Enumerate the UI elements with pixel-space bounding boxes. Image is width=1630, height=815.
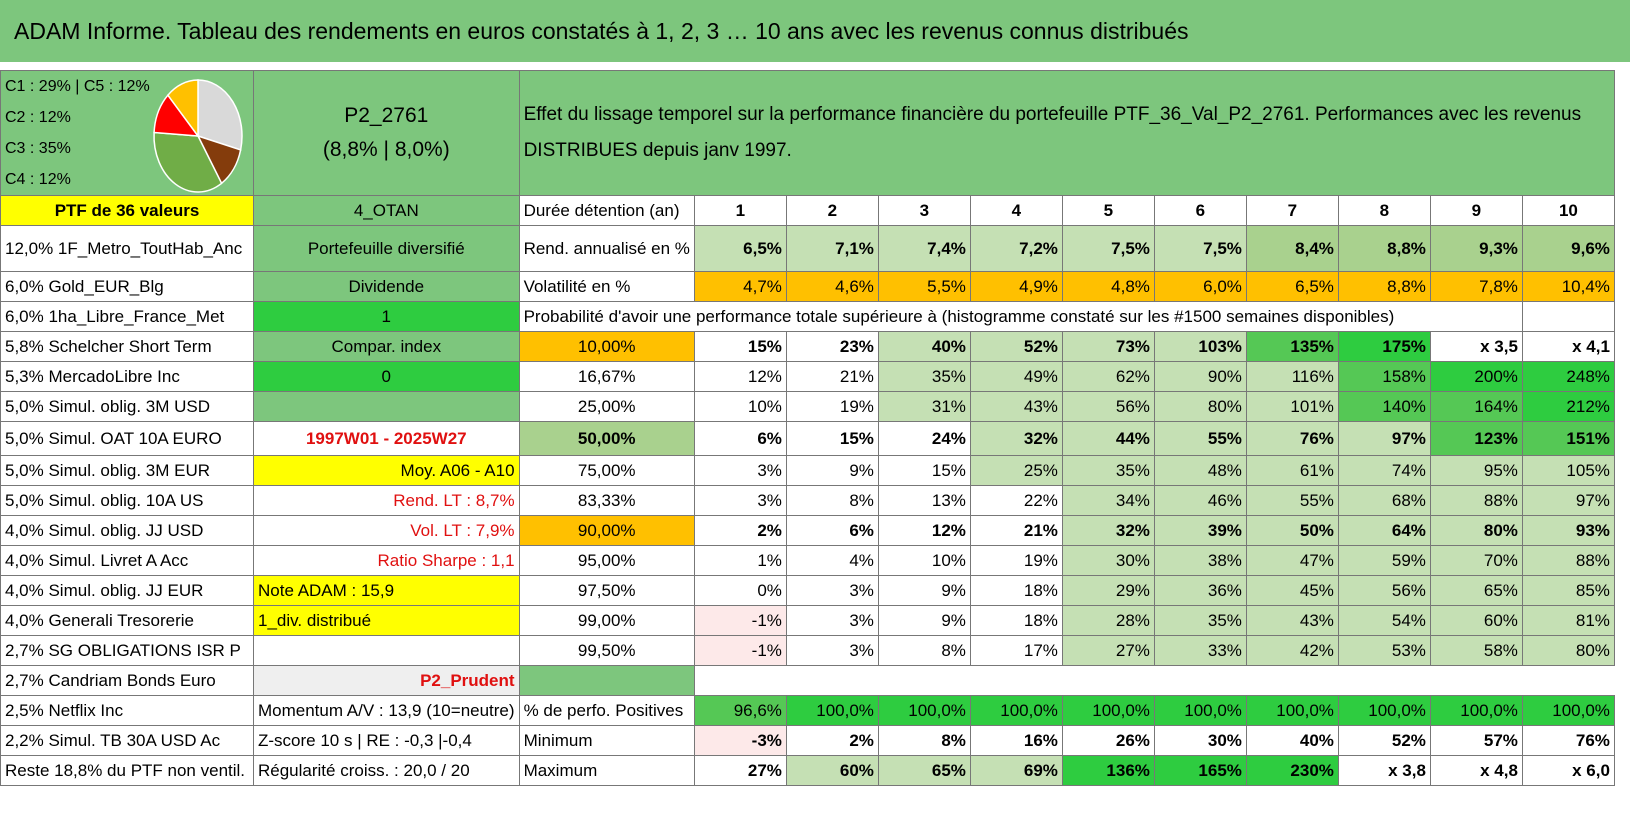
proba-value: 52% [970,332,1062,362]
rend-label: Rend. annualisé en % [519,226,694,272]
table-row [1,696,1615,726]
vol-value: 8,8% [1338,272,1430,302]
proba-value: 10% [878,546,970,576]
table-row [1,302,1615,332]
proba-value: 56% [1338,576,1430,606]
proba-value: 135% [1246,332,1338,362]
max-value: x 4,8 [1430,756,1522,786]
max-value: 27% [694,756,786,786]
table-row [1,516,1615,546]
year-header: 5 [1062,196,1154,226]
max-label: Maximum [519,756,694,786]
proba-value: 105% [1522,456,1614,486]
proba-value: 3% [694,486,786,516]
proba-value: 18% [970,606,1062,636]
proba-value: 248% [1522,362,1614,392]
proba-value: 9% [878,576,970,606]
proba-level: 90,00% [519,516,694,546]
proba-value: 76% [1246,422,1338,456]
min-value: 26% [1062,726,1154,756]
proba-value: 28% [1062,606,1154,636]
proba-value: 55% [1246,486,1338,516]
moy-label: Moy. A06 - A10 [254,456,520,486]
proba-value: x 3,5 [1430,332,1522,362]
min-value: 8% [878,726,970,756]
holding-0: 12,0% 1F_Metro_ToutHab_Anc [1,226,254,272]
proba-value: 158% [1338,362,1430,392]
proba-value: 93% [1522,516,1614,546]
proba-value: 34% [1062,486,1154,516]
pos-value: 100,0% [1522,696,1614,726]
proba-value: 54% [1338,606,1430,636]
proba-level: 99,50% [519,636,694,666]
div-label: 1_div. distribué [254,606,520,636]
min-value: 76% [1522,726,1614,756]
proba-level: 95,00% [519,546,694,576]
year-header: 9 [1430,196,1522,226]
proba-value: 9% [878,606,970,636]
proba-value: 85% [1522,576,1614,606]
proba-value: 35% [1062,456,1154,486]
proba-value: 164% [1430,392,1522,422]
year-header: 10 [1522,196,1614,226]
proba-value: 24% [878,422,970,456]
empty-cell [254,636,520,666]
vol-value: 4,6% [786,272,878,302]
proba-value: 59% [1338,546,1430,576]
rend-value: 9,3% [1430,226,1522,272]
rend-value: 7,2% [970,226,1062,272]
proba-value: 32% [970,422,1062,456]
pos-value: 100,0% [970,696,1062,726]
proba-value: 10% [694,392,786,422]
rend-value: 8,8% [1338,226,1430,272]
holding-5: 5,0% Simul. oblig. 3M USD [1,392,254,422]
empty-cell [519,666,694,696]
proba-value: 4% [786,546,878,576]
proba-value: 22% [970,486,1062,516]
pie-legend-item: C3 : 35% [5,140,71,157]
holding-13: 2,7% SG OBLIGATIONS ISR P [1,636,254,666]
pos-value: 100,0% [878,696,970,726]
table-row [1,606,1615,636]
proba-value: 23% [786,332,878,362]
pos-value: 100,0% [1154,696,1246,726]
proba-value: 21% [970,516,1062,546]
proba-level: 83,33% [519,486,694,516]
holding-16: 2,2% Simul. TB 30A USD Ac [1,726,254,756]
proba-value: 97% [1522,486,1614,516]
vol-value: 10,4% [1522,272,1614,302]
table-row [1,422,1615,456]
proba-value: 3% [694,456,786,486]
pos-value: 100,0% [1246,696,1338,726]
proba-value: -1% [694,606,786,636]
proba-value: 90% [1154,362,1246,392]
proba-value: 88% [1522,546,1614,576]
proba-value: 64% [1338,516,1430,546]
proba-value: 200% [1430,362,1522,392]
holding-3: 5,8% Schelcher Short Term [1,332,254,362]
year-header: 7 [1246,196,1338,226]
proba-value: 32% [1062,516,1154,546]
proba-value: 46% [1154,486,1246,516]
rend-value: 7,4% [878,226,970,272]
vol-value: 6,5% [1246,272,1338,302]
max-value: x 6,0 [1522,756,1614,786]
proba-value: 62% [1062,362,1154,392]
empty-cell [694,666,1614,696]
holding-17: Reste 18,8% du PTF non ventil. [1,756,254,786]
proba-value: 61% [1246,456,1338,486]
proba-value: 48% [1154,456,1246,486]
rend-value: 7,5% [1062,226,1154,272]
proba-value: 8% [878,636,970,666]
table-row [1,456,1615,486]
proba-value: 81% [1522,606,1614,636]
portfolio-name: P2_2761 [344,104,429,127]
proba-value: 88% [1430,486,1522,516]
proba-value: x 4,1 [1522,332,1614,362]
proba-level: 99,00% [519,606,694,636]
regularite-label: Régularité croiss. : 20,0 / 20 [254,756,520,786]
proba-value: 80% [1522,636,1614,666]
vol-value: 6,0% [1154,272,1246,302]
proba-value: 123% [1430,422,1522,456]
holding-8: 5,0% Simul. oblig. 10A US [1,486,254,516]
max-value: x 3,8 [1338,756,1430,786]
proba-value: 58% [1430,636,1522,666]
proba-value: 70% [1430,546,1522,576]
vol-value: 7,8% [1430,272,1522,302]
pos-value: 100,0% [1430,696,1522,726]
proba-value: 39% [1154,516,1246,546]
proba-value: 3% [786,636,878,666]
pie-legend-item: C4 : 12% [5,171,71,188]
year-header: 8 [1338,196,1430,226]
proba-value: 25% [970,456,1062,486]
max-value: 69% [970,756,1062,786]
proba-value: 33% [1154,636,1246,666]
proba-value: 65% [1430,576,1522,606]
proba-value: 50% [1246,516,1338,546]
compar-label: Compar. index [254,332,520,362]
proba-value: 45% [1246,576,1338,606]
proba-value: 3% [786,576,878,606]
proba-value: 212% [1522,392,1614,422]
holding-2: 6,0% 1ha_Libre_France_Met [1,302,254,332]
table-row [1,756,1615,786]
table-row [1,332,1615,362]
separator [0,62,1630,70]
table-row [1,726,1615,756]
proba-value: 43% [970,392,1062,422]
pos-value: 96,6% [694,696,786,726]
note-label: Note ADAM : 15,9 [254,576,520,606]
min-value: -3% [694,726,786,756]
proba-value: 18% [970,576,1062,606]
pos-value: 100,0% [1338,696,1430,726]
min-value: 57% [1430,726,1522,756]
portfolio-stats: (8,8% | 8,0%) [322,138,450,161]
table-row [1,546,1615,576]
zscore-label: Z-score 10 s | RE : -0,3 |-0,4 [254,726,520,756]
sharpe-label: Ratio Sharpe : 1,1 [254,546,520,576]
proba-value: 12% [878,516,970,546]
proba-value: 95% [1430,456,1522,486]
proba-value: 15% [786,422,878,456]
proba-value: 29% [1062,576,1154,606]
year-header: 6 [1154,196,1246,226]
period-label: 1997W01 - 2025W27 [254,422,520,456]
table-row [1,272,1615,302]
durations-label: Durée détention (an) [519,196,694,226]
proba-value: 151% [1522,422,1614,456]
description: Effet du lissage temporel sur la performance financière du portefeuille PTF_36_Val_P2_2761. Performances avec les revenus DISTRIBUES depuis janv 1997. [519,71,1614,196]
proba-value: 13% [878,486,970,516]
holding-1: 6,0% Gold_EUR_Blg [1,272,254,302]
vol-value: 5,5% [878,272,970,302]
table-row [1,226,1615,272]
proba-value: 12% [694,362,786,392]
vol-label: Volatilité en % [519,272,694,302]
proba-value: 73% [1062,332,1154,362]
rend-lt-label: Rend. LT : 8,7% [254,486,520,516]
max-value: 136% [1062,756,1154,786]
vol-value: 4,8% [1062,272,1154,302]
proba-value: 6% [694,422,786,456]
proba-value: 47% [1246,546,1338,576]
holding-6: 5,0% Simul. OAT 10A EURO [1,422,254,456]
empty-cell [1522,302,1614,332]
proba-value: 19% [786,392,878,422]
year-header: 3 [878,196,970,226]
proba-value: 56% [1062,392,1154,422]
proba-value: 40% [878,332,970,362]
one-label: 1 [254,302,520,332]
proba-value: 80% [1430,516,1522,546]
proba-value: 27% [1062,636,1154,666]
year-header: 2 [786,196,878,226]
rend-value: 8,4% [1246,226,1338,272]
proba-level: 25,00% [519,392,694,422]
proba-value: 31% [878,392,970,422]
momentum-label: Momentum A/V : 13,9 (10=neutre) [254,696,520,726]
max-value: 165% [1154,756,1246,786]
proba-value: 80% [1154,392,1246,422]
proba-value: 101% [1246,392,1338,422]
proba-level: 16,67% [519,362,694,392]
proba-value: 2% [694,516,786,546]
diversifie-label: Portefeuille diversifié [254,226,520,272]
min-value: 30% [1154,726,1246,756]
proba-value: 35% [1154,606,1246,636]
table-row [1,362,1615,392]
proba-level: 75,00% [519,456,694,486]
min-value: 16% [970,726,1062,756]
proba-value: 36% [1154,576,1246,606]
proba-value: 44% [1062,422,1154,456]
holding-9: 4,0% Simul. oblig. JJ USD [1,516,254,546]
proba-value: 17% [970,636,1062,666]
rend-value: 9,6% [1522,226,1614,272]
empty-cell [254,392,520,422]
holding-11: 4,0% Simul. oblig. JJ EUR [1,576,254,606]
proba-value: 116% [1246,362,1338,392]
table-row [1,576,1615,606]
proba-value: 0% [694,576,786,606]
proba-value: 43% [1246,606,1338,636]
pos-value: 100,0% [1062,696,1154,726]
holding-15: 2,5% Netflix Inc [1,696,254,726]
pos-value: 100,0% [786,696,878,726]
proba-value: 6% [786,516,878,546]
proba-level: 97,50% [519,576,694,606]
holding-14: 2,7% Candriam Bonds Euro [1,666,254,696]
table-row [1,636,1615,666]
year-header: 4 [970,196,1062,226]
max-value: 60% [786,756,878,786]
min-value: 40% [1246,726,1338,756]
proba-value: 15% [878,456,970,486]
proba-value: 19% [970,546,1062,576]
pie-legend-item: C1 : 29% | C5 : 12% [5,78,150,95]
min-label: Minimum [519,726,694,756]
pie-legend-item: C2 : 12% [5,109,71,126]
proba-value: 3% [786,606,878,636]
year-header: 1 [694,196,786,226]
otan-label: 4_OTAN [254,196,520,226]
vol-value: 4,9% [970,272,1062,302]
rend-value: 7,1% [786,226,878,272]
max-value: 65% [878,756,970,786]
proba-value: -1% [694,636,786,666]
ptf-header: PTF de 36 valeurs [1,196,254,226]
holding-10: 4,0% Simul. Livret A Acc [1,546,254,576]
min-value: 52% [1338,726,1430,756]
max-value: 230% [1246,756,1338,786]
rend-value: 7,5% [1154,226,1246,272]
proba-value: 74% [1338,456,1430,486]
proba-level: 50,00% [519,422,694,456]
proba-value: 68% [1338,486,1430,516]
vol-value: 4,7% [694,272,786,302]
table-row [1,392,1615,422]
proba-value: 1% [694,546,786,576]
pos-label: % de perfo. Positives [519,696,694,726]
proba-value: 60% [1430,606,1522,636]
table-row [1,486,1615,516]
holding-12: 4,0% Generali Tresorerie [1,606,254,636]
proba-value: 53% [1338,636,1430,666]
proba-value: 97% [1338,422,1430,456]
proba-value: 175% [1338,332,1430,362]
proba-value: 9% [786,456,878,486]
prudent-label: P2_Prudent [254,666,520,696]
proba-value: 15% [694,332,786,362]
proba-value: 38% [1154,546,1246,576]
allocation-pie-chart [152,76,244,196]
rend-value: 6,5% [694,226,786,272]
proba-value: 49% [970,362,1062,392]
portfolio-cell [254,71,520,196]
proba-value: 103% [1154,332,1246,362]
proba-value: 35% [878,362,970,392]
vol-lt-label: Vol. LT : 7,9% [254,516,520,546]
zero-label: 0 [254,362,520,392]
proba-value: 30% [1062,546,1154,576]
proba-value: 55% [1154,422,1246,456]
proba-value: 21% [786,362,878,392]
holding-4: 5,3% MercadoLibre Inc [1,362,254,392]
dividende-label: Dividende [254,272,520,302]
min-value: 2% [786,726,878,756]
proba-header: Probabilité d'avoir une performance totale supérieure à (histogramme constaté sur les #1500 semaines disponibles) [519,302,1522,332]
proba-value: 42% [1246,636,1338,666]
table-row [1,196,1615,226]
table-row [1,666,1615,696]
page-title: ADAM Informe. Tableau des rendements en euros constatés à 1, 2, 3 … 10 ans avec les revenus connus distribués [0,0,1630,62]
proba-value: 8% [786,486,878,516]
holding-7: 5,0% Simul. oblig. 3M EUR [1,456,254,486]
proba-value: 140% [1338,392,1430,422]
proba-level: 10,00% [519,332,694,362]
